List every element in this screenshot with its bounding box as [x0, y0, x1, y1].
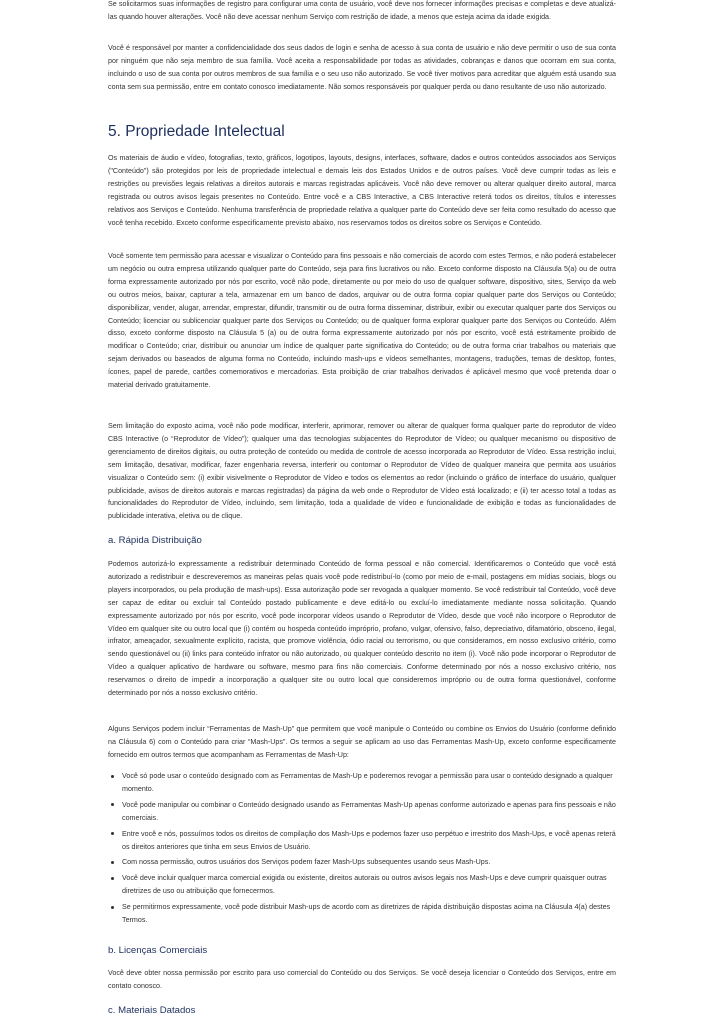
subsection-heading: [108, 945, 616, 957]
bullet-icon: [111, 803, 114, 806]
list-item: [108, 856, 616, 869]
subsection-c-title: c. Materiais Datados: [108, 1005, 196, 1016]
distribution-paragraph: [108, 558, 616, 700]
subsection-a-title: a. Rápida Distribuição: [108, 535, 202, 546]
ip-paragraph-3: [108, 420, 616, 523]
list-item-text: Você só pode usar o conteúdo designado com as Ferramentas de Mash-Up e poderemos revogar a permissão para usar o conteúdo designado a qualquer momento.: [122, 772, 613, 793]
bullet-icon: [111, 832, 114, 835]
list-item-text: Você pode manipular ou combinar o Conteúdo designado usando as Ferramentas Mash-Up apenas conforme autorizado e apenas para fins pessoais e não comerciais.: [122, 800, 616, 822]
bullet-icon: [111, 906, 114, 909]
paragraph: Alguns Serviços podem incluir “Ferramentas de Mash-Up” que permitem que você manipule o Conteúdo ou combine os Envios do Usuário (conforme definido na Cláusula 6) com o Conteúdo para criar “Mash-Ups”. Os termos a seguir se aplicam ao uso das Ferramentas Mash-Up, exceto conforme especificamente fornecido em outros termos que acompanham as Ferramentas de Mash-Up:: [108, 725, 616, 759]
subsection-heading: [108, 535, 616, 547]
paragraph: Podemos autorizá-lo expressamente a redistribuir determinado Conteúdo de forma pessoal e não comercial. Identificaremos o Conteúdo que você está autorizado a redistribuir e descreveremos as maneiras pelas quais você pode redistribuí-lo (como por meio de e-mail, postagens em mídias sociais, blogs ou players incorporados, ou pela produção de mash-ups). Essa autorização pode ser revogada a qualquer momento. Se você redistribuir tal Conteúdo, você deve ser capaz de editar ou excluir tal Conteúdo postado publicamente e deve editá-lo ou excluí-lo imediatamente mediante nossa solicitação. Quando expressamente autorizado por nós por escrito, você pode incorporar vídeos usando o Reprodutor de Vídeo, desde que você não incorpore o Reprodutor de Vídeo em qualquer site ou outro local que (i) contém ou hospeda conteúdo impróprio, profano, vulgar, ofensivo, falso, depreciativo, difamatório, obsceno, ilegal, infrator, ameaçador, sexualmente explícito, racista, que promove violência, ódio racial ou terrorismo, ou que consideramos, em nosso exclusivo critério, como sendo questionável ou (ii) links para conteúdo infrator ou não autorizado, ou qualquer conteúdo descrito no item (i). Você não pode incorporar o Reprodutor de Vídeo a qualquer aplicativo de hardware ou software, mesmo para fins não comerciais. Conforme determinado por nós a nosso exclusivo critério, nos reservamos o direito de impedir a incorporação a qualquer site ou outro local que consideremos impróprio ou de outra forma questionável, conforme determinado por nós a nosso exclusivo critério.: [108, 560, 616, 698]
paragraph: Sem limitação do exposto acima, você não pode modificar, interferir, aprimorar, remover ou alterar de qualquer forma qualquer parte do reprodutor de vídeo CBS Interactive (o “Reprodutor de Vídeo”); qualquer uma das tecnologias subjacentes do Reprodutor de Vídeo; ou qualquer mecanismo ou dispositivo de gerenciamento de direitos digitais, ou outra proteção de conteúdo ou medida de controle de acesso incorporada ao Reprodutor de Vídeo. Essa restrição inclui, sem limitação, desativar, modificar, fazer engenharia reversa, interferir ou contornar o Reprodutor de Vídeo de qualquer maneira que permita aos usuários visualizar o Conteúdo sem: (i) exibir visivelmente o Reprodutor de Vídeo e todos os elementos ao redor (incluindo o gráfico de interface do usuário, qualquer publicidade, avisos de direitos autorais e marcas registradas) da página da web onde o Reprodutor de Vídeo está localizado; e (ii) ter acesso total a todas as funcionalidades do Reprodutor de Vídeo, incluindo, sem limitação, toda a qualidade de vídeo e funcionalidade de exibição e todas as funcionalidades de publicidade interativa, eletiva ou de clique.: [108, 422, 616, 521]
list-item: [108, 799, 616, 825]
section-5-title: 5. Propriedade Intelectual: [108, 123, 285, 140]
bullet-icon: [111, 877, 114, 880]
paragraph: Você deve obter nossa permissão por escrito para uso comercial do Conteúdo ou dos Serviços. Se você deseja licenciar o Conteúdo dos Serviços, entre em contato conosco.: [108, 969, 616, 990]
ip-paragraph-2: [108, 250, 616, 392]
paragraph: Os materiais de áudio e vídeo, fotografias, texto, gráficos, logotipos, layouts, designs, interfaces, software, dados e outros conteúdos associados aos Serviços ("Conteúdo") são protegidos por leis de propriedade intelectual e demais leis dos Estados Unidos e de outros países. Você deve cumprir todas as leis e restrições ou previsões legais relativas a direitos autorais e marcas registradas aplicáveis. Você não deve remover ou alterar qualquer direito autoral, marca registrada ou outros avisos legais presentes no Conteúdo. Entre você e a CBS Interactive, a CBS Interactive reterá todos os direitos, títulos e interesses relativos aos Serviços e Conteúdo. Nenhuma transferência de propriedade relativa a qualquer parte do Conteúdo deve ser feita como resultado do acesso que você tenha recebido. Exceto conforme especificamente previsto abaixo, nos reservamos todos os direitos sobre os Serviços e Conteúdo.: [108, 154, 616, 227]
mashup-paragraph: [108, 723, 616, 762]
ip-paragraph-1: [108, 152, 616, 229]
subsection-heading: [108, 1005, 616, 1017]
mashup-terms-list: [108, 770, 616, 927]
list-item-text: Você deve incluir qualquer marca comercial exigida ou existente, direitos autorais ou outros avisos legais nos Mash-Ups e deve cumprir quaisquer outras diretrizes de uso ou atribuição que fornecermos.: [122, 874, 607, 896]
paragraph: Você é responsável por manter a confidencialidade dos seus dados de login e senha de acesso à sua conta de usuário e não deve permitir o uso de sua conta por ninguém que não seja membro de sua família. Você aceita a responsabilidade por todas as atividades, cobranças e danos que ocorram em sua conta, incluindo o uso de sua conta por outros membros de sua família e o seu uso não autorizado. Se você tiver motivos para acreditar que alguém está usando sua conta sem sua permissão, entre em contato conosco imediatamente. Não somos responsáveis por qualquer perda ou dano resultante de uso não autorizado.: [108, 44, 616, 91]
list-item-text: Com nossa permissão, outros usuários dos Serviços podem fazer Mash-Ups subsequentes usando seus Mash-Ups.: [122, 858, 491, 867]
list-item-text: Entre você e nós, possuímos todos os direitos de compilação dos Mash-Ups e podemos fazer uso perpétuo e irrestrito dos Mash-Ups, e você apenas reterá os direitos anteriores que tinha em seus Envios de Usuário.: [122, 829, 616, 851]
section-heading: [108, 123, 616, 141]
paragraph: Você somente tem permissão para acessar e visualizar o Conteúdo para fins pessoais e não comerciais de acordo com estes Termos, e não poderá estabelecer um negócio ou outra empresa utilizando qualquer parte do Conteúdo, seja para fins lucrativos ou não. Exceto conforme disposto na Cláusula 5(a) ou de outra forma expressamente autorizado por nós por escrito, você não pode, diretamente ou por meio do uso de qualquer software, dispositivo, sites, Serviço da web ou outros meios, baixar, capturar a tela, armazenar em um banco de dados, arquivar ou de outra forma copiar qualquer parte dos Serviços ou Conteúdo; disponibilizar, vender, alugar, arrendar, emprestar, difundir, transmitir ou de outra forma disseminar, distribuir, exibir ou executar qualquer parte dos Serviços ou Conteúdo; licenciar ou sublicenciar qualquer parte dos Serviços ou Conteúdo; ou de qualquer forma explorar qualquer parte dos Serviços ou Conteúdo. Além disso, exceto conforme disposto na Cláusula 5 (a) ou de outra forma expressamente autorizado por nós por escrito, você está estritamente proibido de modificar o Conteúdo; criar, distribuir ou anunciar um índice de qualquer parte significativa do Conteúdo; ou de outra forma criar trabalhos ou materiais que sejam derivados ou baseados de alguma forma no Conteúdo, incluindo mash-ups e vídeos semelhantes, montagens, traduções, temas de desktop, fontes, ícones, papel de parede, cartões comemorativos e mercadorias. Esta proibição de criar trabalhos derivados é aplicável mesmo que você pretenda doar o material derivado gratuitamente.: [108, 252, 616, 390]
bullet-icon: [111, 861, 114, 864]
commercial-license-paragraph: [108, 967, 616, 993]
bullet-icon: [111, 775, 114, 778]
account-info-paragraph: [108, 0, 616, 24]
list-item: [108, 828, 616, 854]
paragraph: Se solicitarmos suas informações de registro para configurar uma conta de usuário, você deve nos fornecer informações precisas e completas e deve atualizá-las quando houver alterações. Você não deve acessar nenhum Serviço com restrição de idade, a menos que esteja acima da idade exigida.: [108, 0, 616, 21]
bullet-list: [108, 770, 616, 927]
account-confidentiality-paragraph: [108, 42, 616, 94]
list-item-text: Se permitirmos expressamente, você pode distribuir Mash-ups de acordo com as diretrizes de rápida distribuição dispostas acima na Cláusula 4(a) destes Termos.: [122, 903, 611, 925]
subsection-b-title: b. Licenças Comerciais: [108, 945, 208, 956]
list-item: [108, 901, 616, 927]
list-item: [108, 872, 616, 898]
list-item: [108, 770, 616, 796]
